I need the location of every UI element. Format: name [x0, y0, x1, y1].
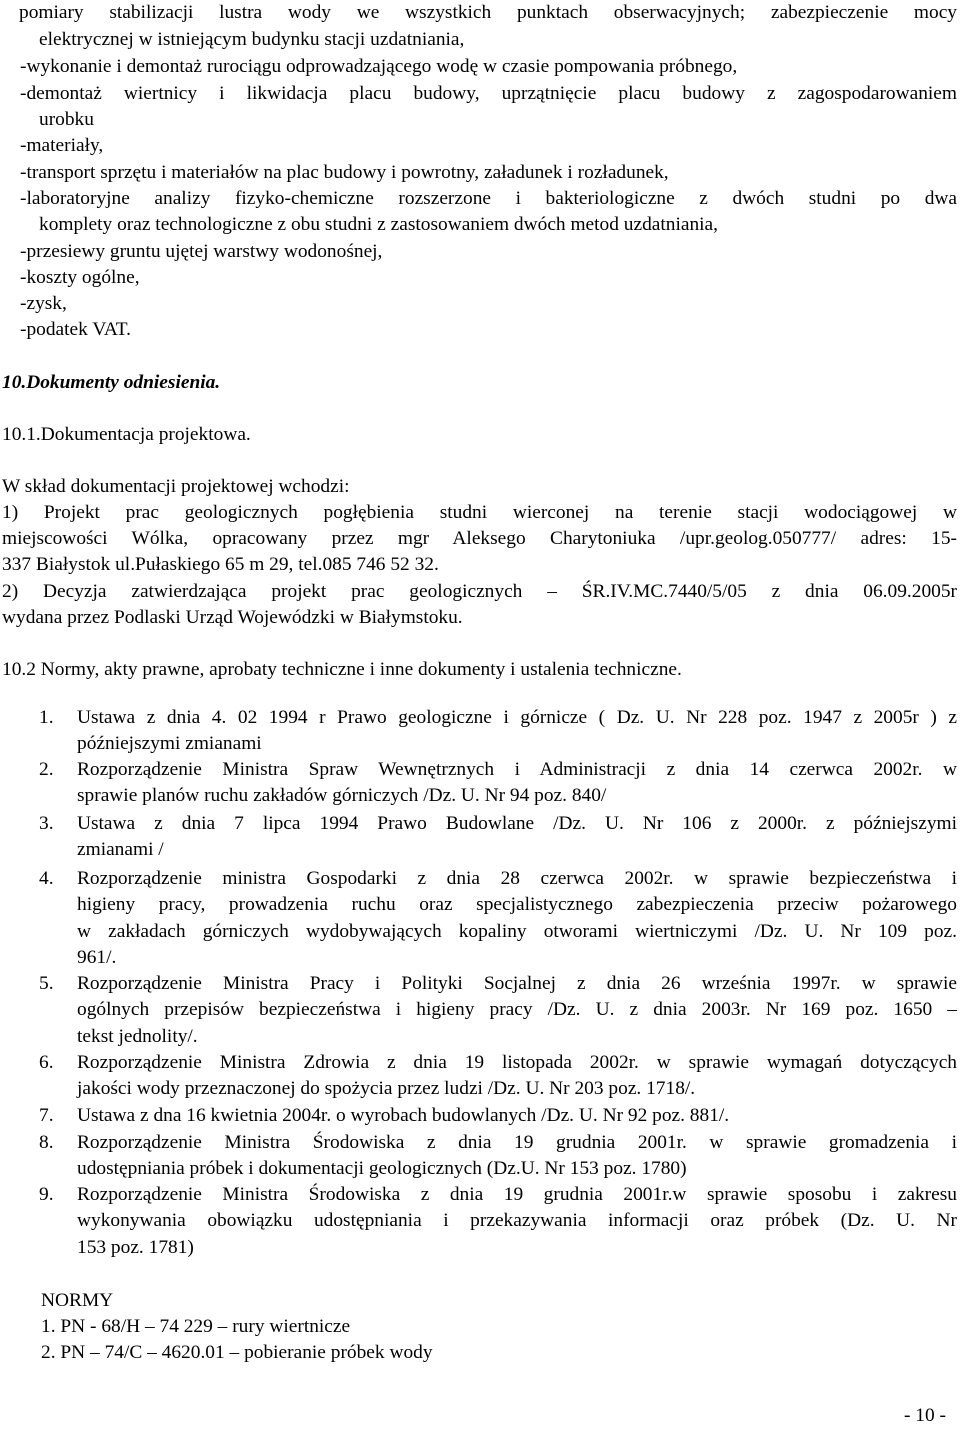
intro-line-8: -laboratoryjne analizy fizyko-chemiczne rozszerzone i bakteriologiczne z dwóch studni po dwa: [20, 188, 957, 209]
list-item-number: 2.: [39, 759, 54, 780]
normy-item-1: 1. PN - 68/H – 74 229 – rury wiertnicze: [41, 1316, 351, 1337]
list-item-line: późniejszymi zmianami: [77, 733, 262, 755]
list-item-line: sprawie planów ruchu zakładów górniczych /Dz. U. Nr 94 poz. 840/: [77, 785, 607, 807]
list-item-line: Rozporządzenie Ministra Środowiska z dnia 19 grudnia 2001r. w sprawie gromadzenia i: [77, 1132, 957, 1153]
list-item-line: zmianami /: [77, 839, 164, 861]
intro-line-13: -podatek VAT.: [20, 319, 131, 340]
list-item-number: 8.: [39, 1132, 54, 1153]
list-item-line: Rozporządzenie Ministra Spraw Wewnętrznych i Administracji z dnia 14 czerwca 2002r. w: [77, 759, 957, 780]
list-item-number: 3.: [39, 813, 54, 834]
intro-line-4: -demontaż wiertnicy i likwidacja placu budowy, uprzątnięcie placu budowy z zagospodarowaniem: [20, 83, 957, 104]
list-item-number: 9.: [39, 1184, 54, 1205]
list-item-line: wykonywania obowiązku udostępniania i przekazywania informacji oraz próbek (Dz. U. Nr: [77, 1210, 957, 1232]
subsection-intro: W skład dokumentacji projektowej wchodzi:: [2, 476, 350, 497]
list-item-line: Rozporządzenie Ministra Środowiska z dnia 19 grudnia 2001r.w sprawie sposobu i zakresu: [77, 1184, 957, 1205]
intro-line-12: -zysk,: [20, 293, 67, 314]
project-item-2-line-2: wydana przez Podlaski Urząd Wojewódzki w Białymstoku.: [2, 607, 463, 628]
intro-line-3: -wykonanie i demontaż rurociągu odprowadzającego wodę w czasie pompowania próbnego,: [20, 56, 738, 77]
project-item-1-line-2: miejscowości Wólka, opracowany przez mgr Aleksego Charytoniuka /upr.geolog.050777/ adres: 15-: [2, 528, 957, 549]
list-item-line: udostępniania próbek i dokumentacji geologicznych (Dz.U. Nr 153 poz. 1780): [77, 1158, 687, 1180]
intro-line-10: -przesiewy gruntu ujętej warstwy wodonośnej,: [20, 241, 383, 262]
intro-line-9: komplety oraz technologiczne z obu studni z zastosowaniem dwóch metod uzdatniania,: [39, 214, 719, 235]
project-item-1-line-1: 1) Projekt prac geologicznych pogłębienia studni wierconej na terenie stacji wodociągowej w: [2, 502, 957, 523]
intro-line-1: pomiary stabilizacji lustra wody we wszystkich punktach obserwacyjnych; zabezpieczenie mocy: [19, 2, 957, 23]
normy-item-2: 2. PN – 74/C – 4620.01 – pobieranie próbek wody: [41, 1342, 433, 1363]
list-item-line: 153 poz. 1781): [77, 1236, 194, 1258]
list-item-line: Rozporządzenie Ministra Pracy i Polityki Socjalnej z dnia 26 września 1997r. w sprawie: [77, 973, 957, 994]
list-item-number: 5.: [39, 973, 54, 994]
list-item-line: Ustawa z dnia 7 lipca 1994 Prawo Budowlane /Dz. U. Nr 106 z 2000r. z późniejszymi: [77, 813, 957, 834]
list-item-number: 4.: [39, 868, 54, 889]
list-item-line: Ustawa z dnia 4. 02 1994 r Prawo geologiczne i górnicze ( Dz. U. Nr 228 poz. 1947 z 2005r ) z: [77, 707, 957, 728]
intro-line-5: urobku: [39, 109, 94, 130]
project-item-1-line-3: 337 Białystok ul.Pułaskiego 65 m 29, tel.085 746 52 32.: [2, 554, 439, 575]
project-item-2-line-1: 2) Decyzja zatwierdzająca projekt prac geologicznych – ŚR.IV.MC.7440/5/05 z dnia 06.09.2005r: [2, 581, 957, 602]
list-item-line: Rozporządzenie Ministra Zdrowia z dnia 19 listopada 2002r. w sprawie wymagań dotyczących: [77, 1052, 957, 1073]
subsection-heading-10-1: 10.1.Dokumentacja projektowa.: [2, 424, 251, 445]
subsection-heading-10-2: 10.2 Normy, akty prawne, aprobaty techniczne i inne dokumenty i ustalenia techniczne.: [2, 659, 682, 680]
list-item-line: jakości wody przeznaczonej do spożycia przez ludzi /Dz. U. Nr 203 poz. 1718/.: [77, 1078, 696, 1100]
section-heading: 10.Dokumenty odniesienia.: [2, 372, 221, 393]
list-item-number: 1.: [39, 707, 54, 728]
intro-line-11: -koszty ogólne,: [20, 267, 140, 288]
list-item-line: higieny pracy, prowadzenia ruchu oraz specjalistycznego zabezpieczenia przeciw pożarowego: [77, 894, 957, 916]
normy-heading: NORMY: [41, 1290, 114, 1311]
intro-line-7: -transport sprzętu i materiałów na plac budowy i powrotny, załadunek i rozładunek,: [20, 162, 669, 183]
intro-line-2: elektrycznej w istniejącym budynku stacji uzdatniania,: [39, 29, 465, 50]
list-item-line: ogólnych przepisów bezpieczeństwa i higieny pracy /Dz. U. z dnia 2003r. Nr 169 poz. 1650 –: [77, 999, 957, 1021]
list-item-line: tekst jednolity/.: [77, 1025, 198, 1047]
list-item-number: 6.: [39, 1052, 54, 1073]
intro-line-6: -materiały,: [20, 135, 104, 156]
list-item-number: 7.: [39, 1105, 54, 1126]
page-number: - 10 -: [903, 1405, 946, 1426]
list-item-line: 961/.: [77, 947, 117, 969]
list-item-line: w zakładach górniczych wydobywających kopaliny otworami wiertniczymi /Dz. U. Nr 109 poz.: [77, 920, 957, 942]
list-item-line: Rozporządzenie ministra Gospodarki z dnia 28 czerwca 2002r. w sprawie bezpieczeństwa i: [77, 868, 957, 889]
list-item-line: Ustawa z dna 16 kwietnia 2004r. o wyrobach budowlanych /Dz. U. Nr 92 poz. 881/.: [77, 1105, 730, 1126]
